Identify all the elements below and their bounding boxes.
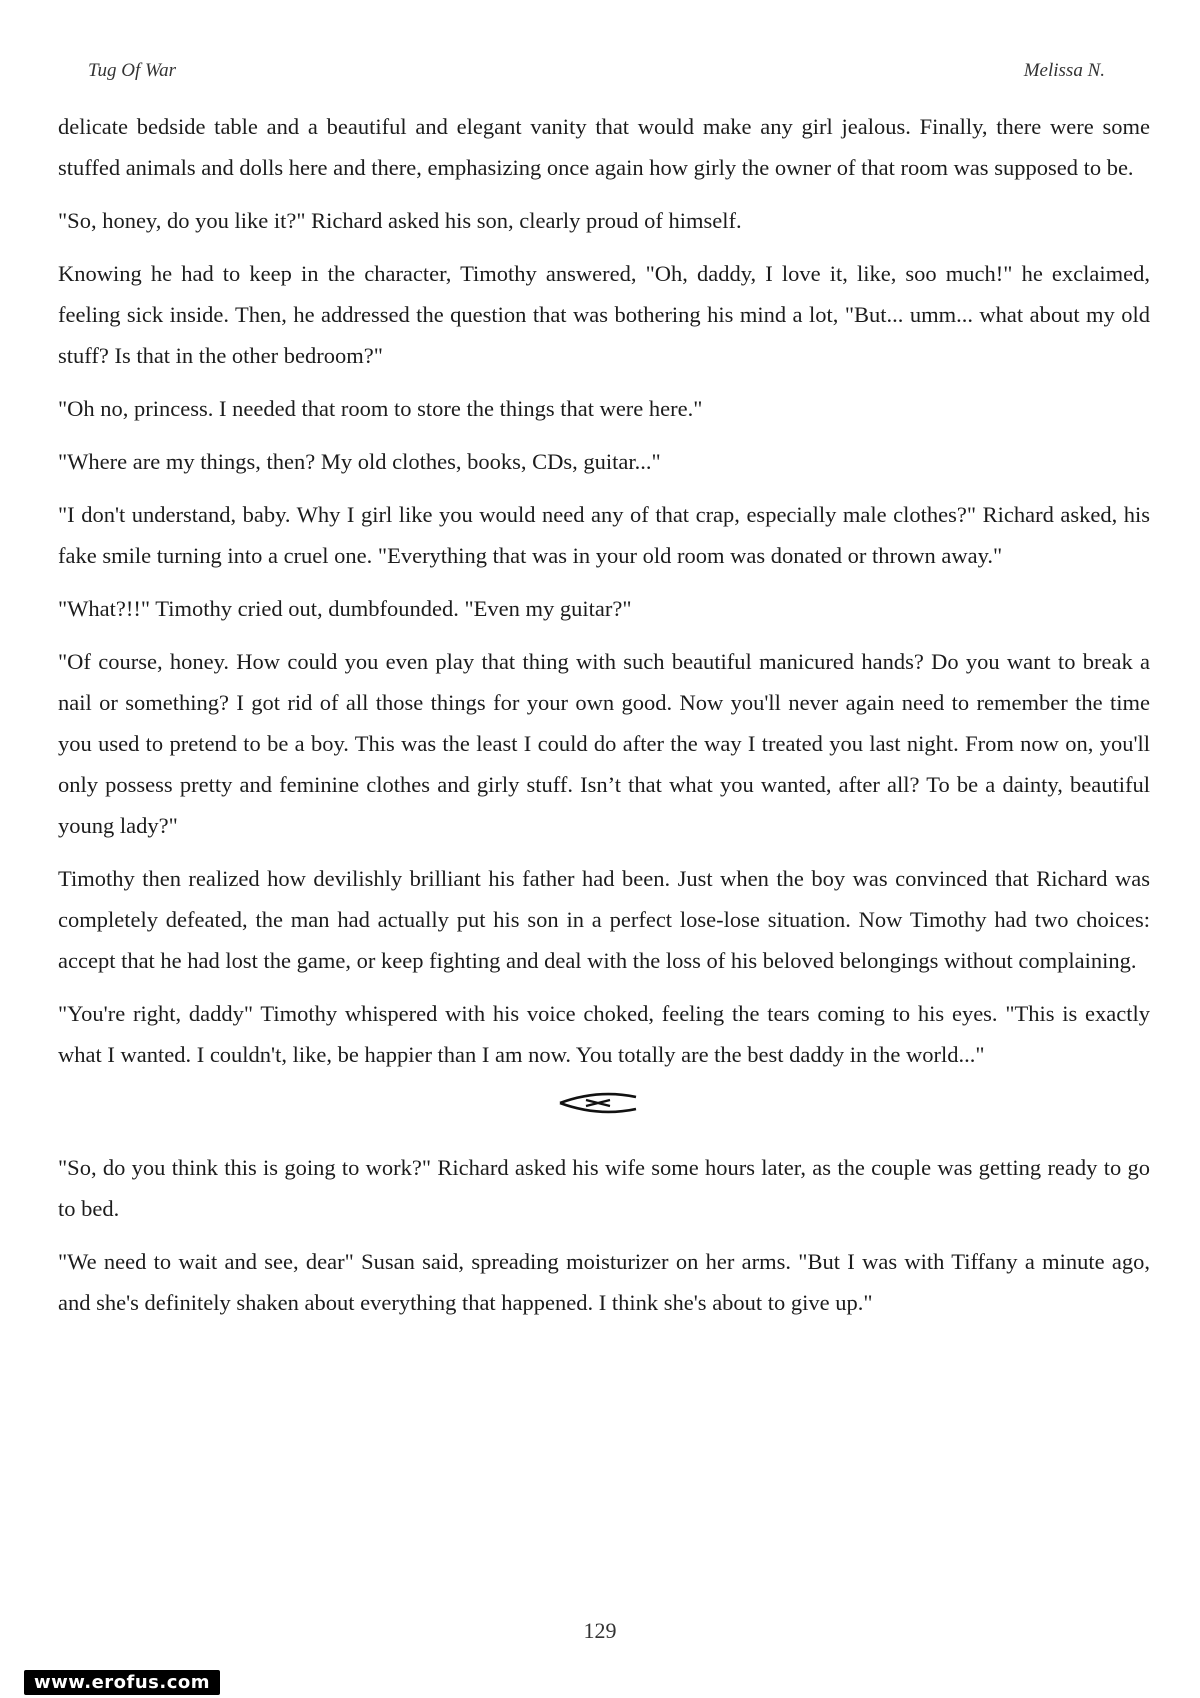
- paragraph: "Of course, honey. How could you even play that thing with such beautiful manicured hands? Do you want to break a nail or something? I got rid of all those things for your own good. Now you'll never again need to remember the time you used to pretend to be a boy. This was the least I could do after the way I treated you last night. From now on, you'll only possess pretty and feminine clothes and girly stuff. Isn’t that what you wanted, after all? To be a dainty, beautiful young lady?": [58, 649, 1150, 838]
- paragraph: Knowing he had to keep in the character, Timothy answered, "Oh, daddy, I love it, like, soo much!" he exclaimed, feeling sick inside. Then, he addressed the question that was bothering his mind a lot, "But... umm... what about my old stuff? Is that in the other bedroom?": [58, 261, 1150, 368]
- paragraph: Timothy then realized how devilishly brilliant his father had been. Just when the boy was convinced that Richard was completely defeated, the man had actually put his son in a perfect lose-lose situation. Now Timothy had two choices: accept that he had lost the game, or keep fighting and deal with the loss of his beloved belongings without complaining.: [58, 866, 1150, 973]
- paragraph: "We need to wait and see, dear" Susan said, spreading moisturizer on her arms. "But I was with Tiffany a minute ago, and she's definitely shaken about everything that happened. I think she's about to give up.": [58, 1249, 1150, 1315]
- paragraph: delicate bedside table and a beautiful and elegant vanity that would make any girl jealous. Finally, there were some stuffed animals and dolls here and there, emphasizing once again how girly the owner of that room was supposed to be.: [58, 114, 1150, 180]
- paragraph: "So, honey, do you like it?" Richard asked his son, clearly proud of himself.: [58, 208, 742, 233]
- paragraph: "Oh no, princess. I needed that room to store the things that were here.": [58, 396, 703, 421]
- page-number: 129: [583, 1618, 617, 1643]
- paragraph: "Where are my things, then? My old clothes, books, CDs, guitar...": [58, 449, 661, 474]
- paragraph: "What?!!" Timothy cried out, dumbfounded. "Even my guitar?": [58, 596, 632, 621]
- author-name: Melissa N.: [1023, 60, 1105, 81]
- paragraph: "I don't understand, baby. Why I girl like you would need any of that crap, especially male clothes?" Richard asked, his fake smile turning into a cruel one. "Everything that was in your old room was donated or thrown away.": [58, 502, 1150, 568]
- page-body: [58, 106, 1150, 1335]
- watermark: www.erofus.com: [24, 1670, 220, 1695]
- paragraph: "You're right, daddy" Timothy whispered with his voice choked, feeling the tears coming to his eyes. "This is exactly what I wanted. I couldn't, like, be happier than I am now. You totally are the best daddy in the world...": [58, 1001, 1150, 1067]
- paragraph: "So, do you think this is going to work?" Richard asked his wife some hours later, as the couple was getting ready to go to bed.: [58, 1155, 1150, 1221]
- book-title: Tug Of War: [88, 60, 176, 81]
- scene-break-ornament-icon: [58, 1087, 1150, 1127]
